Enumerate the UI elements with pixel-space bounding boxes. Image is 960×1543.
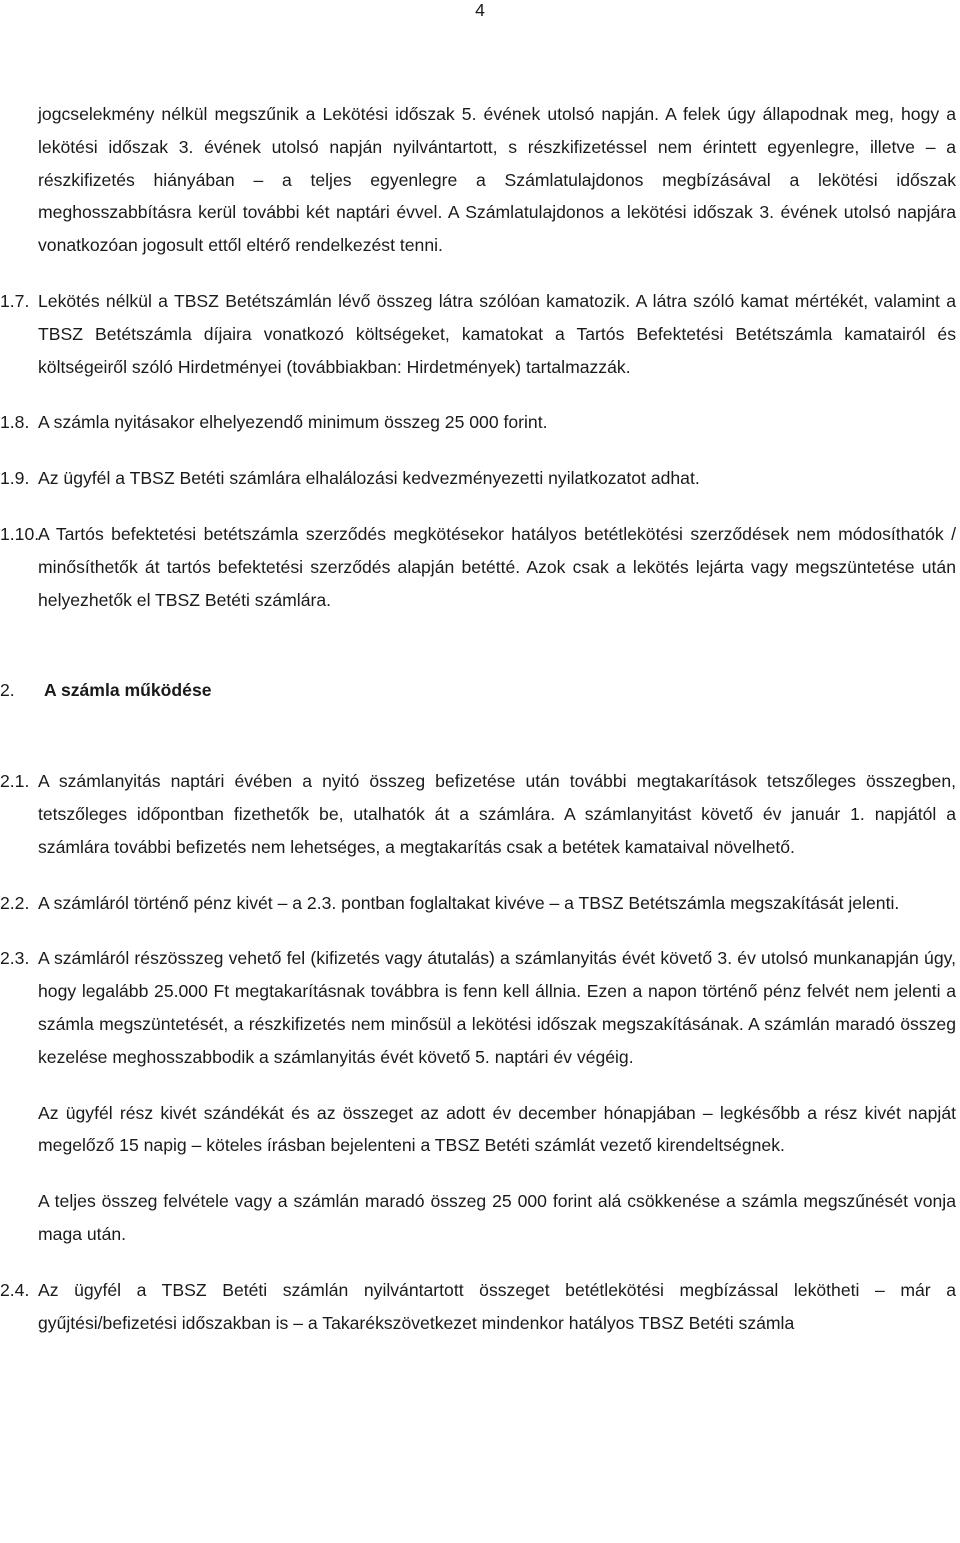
item-number: 1.7. <box>0 290 30 311</box>
item-number: 2.4. <box>0 1279 30 1300</box>
item-number: 2.1. <box>0 771 30 792</box>
section-number: 2. <box>0 680 15 701</box>
item-number: 1.10. <box>0 523 40 544</box>
item-text: Lekötés nélkül a TBSZ Betétszámlán lévő összeg látra szólóan kamatozik. A látra szóló kamat mértékét, valamint a TBSZ Betétszámla díjaira vonatkozó költségeket, kamatokat a Tartós Befektetési Betétszámla kamatairól és költségeiről szóló Hirdetményei (továbbiakban: Hirdetmények) tartalmazzák. <box>38 290 956 377</box>
item-number: 1.9. <box>0 468 30 489</box>
item-text: A számla nyitásakor elhelyezendő minimum összeg 25 000 forint. <box>38 412 548 433</box>
list-item-1-7 <box>0 285 956 383</box>
item-text: Az ügyfél a TBSZ Betéti számlán nyilvántartott összeget betétlekötési megbízással lekötheti – már a gyűjtési/befizetési időszakban is – a Takarékszövetkezet mindenkor hatályos TBSZ Betéti számla <box>38 1279 956 1333</box>
list-item-2-3 <box>0 942 956 1073</box>
item-text: A Tartós befektetési betétszámla szerződés megkötésekor hatályos betétlekötési szerződések nem módosíthatók / minősíthetők át tartós befektetési szerződés alapján betétté. Azok csak a lekötés lejárta vagy megszüntetése után helyezhetők el TBSZ Betéti számlára. <box>38 523 956 610</box>
item-text: A számláról történő pénz kivét – a 2.3. pontban foglaltakat kivéve – a TBSZ Betétszámla megszakítását jelenti. <box>38 892 900 913</box>
document-body <box>0 98 956 1339</box>
section-title: A számla működése <box>44 680 212 701</box>
item-text: A számláról részösszeg vehető fel (kifizetés vagy átutalás) a számlanyitás évét követő 3. év utolsó munkanapján úgy, hogy legalább 25.000 Ft megtakarításnak továbbra is fenn kell állnia. Ezen a napon történő pénz felvét nem jelenti a számla megszüntetését, a részkifizetés nem minősül a lekötési időszak megszakításának. A számlán maradó összeg kezelése meghosszabbodik a számlanyitás évét követő 5. naptári év végéig. <box>38 948 956 1067</box>
page-number: 4 <box>475 0 485 20</box>
item-text: A számlanyitás naptári évében a nyitó összeg befizetése után további megtakarítások tetszőleges összegben, tetszőleges időpontban fizethetők be, utalhatók át a számlára. A számlanyitást követő év január 1. napjától a számlára további befizetés nem lehetséges, a megtakarítás csak a betétek kamataival növelhető. <box>38 771 956 857</box>
paragraph-full-withdrawal: A teljes összeg felvétele vagy a számlán maradó összeg 25 000 forint alá csökkenése a számla megszűnését vonja maga után. <box>38 1191 956 1244</box>
list-item-1-10 <box>0 518 956 616</box>
item-text: Az ügyfél a TBSZ Betéti számlára elhalálozási kedvezményezetti nyilatkozatot adhat. <box>38 468 700 489</box>
section-heading <box>0 674 956 707</box>
list-item-2-2 <box>0 887 956 920</box>
paragraph-partial-withdrawal: Az ügyfél rész kivét szándékát és az összeget az adott év december hónapjában – legkésőbb a rész kivét napját megelőző 15 napig – köteles írásban bejelenteni a TBSZ Betéti számlát vezető kirendeltségnek. <box>38 1102 956 1156</box>
list-item-2-1 <box>0 765 956 863</box>
item-number: 2.3. <box>0 948 30 969</box>
list-item-1-9 <box>0 462 956 495</box>
intro-paragraph: jogcselekmény nélkül megszűnik a Lekötési időszak 5. évének utolsó napján. A felek úgy állapodnak meg, hogy a lekötési időszak 3. évének utolsó napján nyilvántartott, s részkifizetéssel nem érintett egyenlegre, illetve – a részkifizetés hiányában – a teljes egyenlegre a Számlatulajdonos megbízásával a lekötési időszak meghosszabbításra kerül további két naptári évvel. A Számlatulajdonos a lekötési időszak 3. évének utolsó napjára vonatkozóan jogosult ettől eltérő rendelkezést tenni. <box>38 104 956 256</box>
item-number: 2.2. <box>0 892 30 913</box>
list-item-1-8 <box>0 406 956 439</box>
item-number: 1.8. <box>0 412 30 433</box>
list-item-2-4 <box>0 1274 956 1340</box>
